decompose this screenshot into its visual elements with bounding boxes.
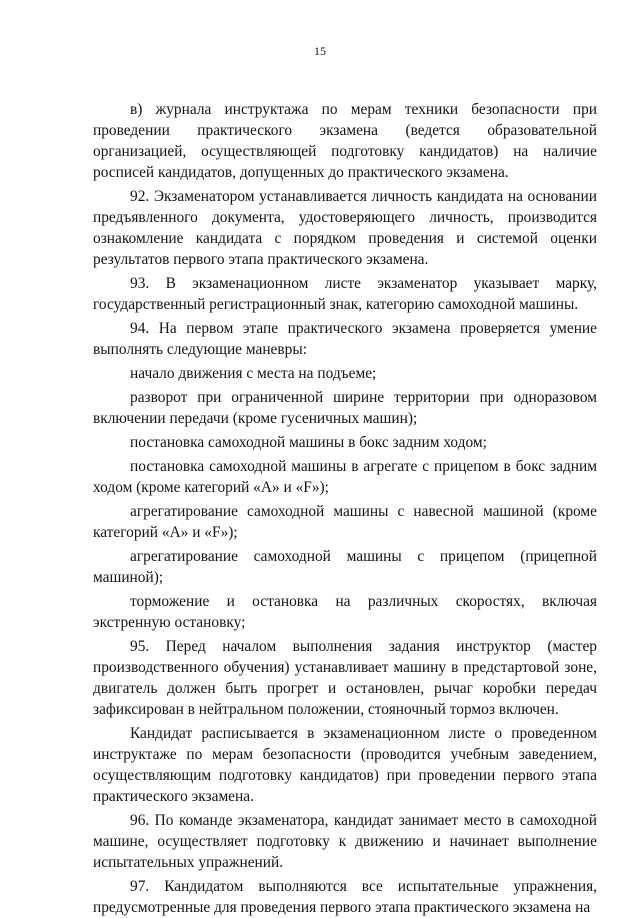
paragraph-96: 96. По команде экзаменатора, кандидат занимает место в самоходной машине, осуществляет подготовку к движению и начинает выполнение испытательных упражнений. bbox=[93, 812, 597, 871]
paragraph-93: 93. В экзаменационном листе экзаменатор указывает марку, государственный регистрационный знак, категорию самоходной машины. bbox=[93, 275, 597, 313]
maneuver-item: начало движения с места на подъеме; bbox=[130, 365, 377, 382]
maneuver-item: торможение и остановка на различных скоростях, включая экстренную остановку; bbox=[93, 593, 597, 631]
paragraph-95-continued: Кандидат расписывается в экзаменационном листе о проведенном инструктаже по мерам безопасности (проводится учебным заведением, осуществляющим подготовку кандидатов) при проведении первого этапа практического экзамена. bbox=[93, 725, 597, 805]
page-number: 15 bbox=[314, 44, 326, 58]
paragraph-95: 95. Перед началом выполнения задания инструктор (мастер производственного обучения) устанавливает машину в предстартовой зоне, двигатель должен быть прогрет и остановлен, рычаг коробки передач зафиксирован в нейтральном положении, стояночный тормоз включен. bbox=[93, 638, 597, 718]
maneuver-item: агрегатирование самоходной машины с навесной машиной (кроме категорий «A» и «F»); bbox=[93, 503, 597, 541]
paragraph-item-v: в) журнала инструктажа по мерам техники безопасности при проведении практического экзамена (ведется образовательной организацией, осуществляющей подготовку кандидатов) на наличие росписей кандидатов, допущенных до практического экзамена. bbox=[93, 101, 597, 181]
paragraph-92: 92. Экзаменатором устанавливается личность кандидата на основании предъявленного документа, удостоверяющего личность, производится ознакомление кандидата с порядком проведения и системой оценки результатов первого этапа практического экзамена. bbox=[93, 188, 597, 268]
maneuver-item: постановка самоходной машины в бокс задним ходом; bbox=[130, 434, 487, 451]
document-body bbox=[93, 99, 597, 918]
maneuver-item: агрегатирование самоходной машины с прицепом (прицепной машиной); bbox=[93, 548, 597, 586]
maneuver-item: разворот при ограниченной ширине территории при одноразовом включении передачи (кроме гусеничных машин); bbox=[93, 389, 597, 427]
paragraph-97: 97. Кандидатом выполняются все испытательные упражнения, предусмотренные для проведения первого этапа практического экзамена на bbox=[93, 878, 597, 916]
paragraph-94: 94. На первом этапе практического экзамена проверяется умение выполнять следующие маневры: bbox=[93, 320, 597, 358]
maneuver-item: постановка самоходной машины в агрегате с прицепом в бокс задним ходом (кроме категорий «A» и «F»); bbox=[93, 458, 597, 496]
